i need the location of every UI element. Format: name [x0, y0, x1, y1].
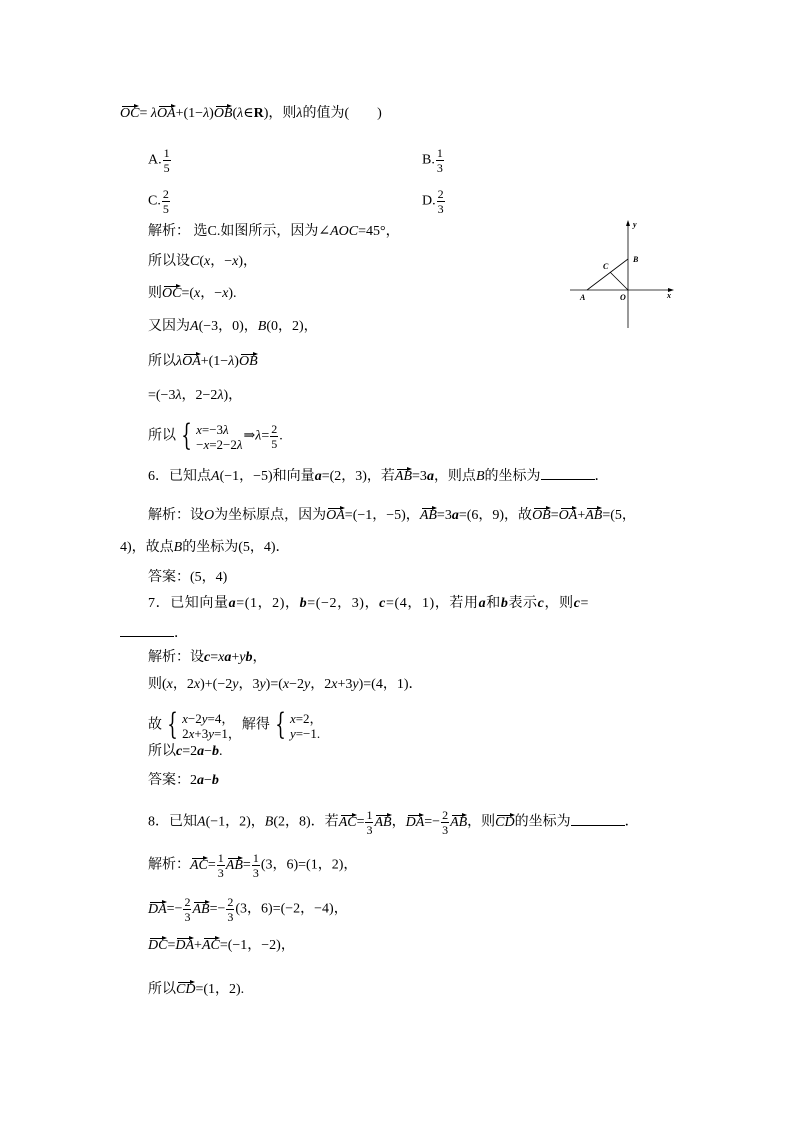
text-run: 表示 [508, 596, 538, 611]
text-run: 解析：设 [148, 650, 204, 665]
problem8-analysis-line-1 [148, 851, 358, 880]
text-run: =− [424, 814, 441, 830]
text-run: =2， [295, 710, 323, 726]
text-run: 所以设 [148, 254, 190, 269]
text-run: ， [391, 814, 406, 830]
vector-symbol: a [314, 469, 322, 484]
text-run: =3 [412, 469, 427, 484]
text-run: )+(−2 [200, 677, 233, 692]
math-variable: x [166, 677, 173, 692]
label-y: y [633, 220, 637, 229]
equation-row [196, 422, 242, 437]
vector-notation: AC [190, 856, 208, 876]
vector-notation: DA [406, 813, 425, 833]
problem7-analysis-line-4 [148, 742, 223, 762]
problem5-stem [120, 104, 382, 124]
fraction-numerator: 2 [227, 895, 234, 909]
text-run: 答案：2 [148, 773, 197, 788]
vector-symbol: a [426, 469, 434, 484]
fraction-denominator: 3 [442, 823, 449, 837]
text-run: ) [209, 106, 214, 121]
y-axis-arrow-icon [626, 220, 630, 226]
vector-symbol: a [478, 596, 487, 611]
text-run: 2 [182, 725, 189, 741]
vector-symbol: b [299, 596, 308, 611]
text-run: 故 [148, 717, 162, 733]
math-variable: B [173, 540, 183, 555]
brace-symbol [177, 421, 196, 452]
equation-row [182, 711, 241, 726]
math-variable: y [232, 677, 239, 692]
math-variable: y [208, 725, 214, 741]
text-run: − [204, 773, 212, 788]
math-variable: λ [217, 388, 224, 403]
math-variable: λ [237, 106, 244, 121]
vector-symbol: b [212, 744, 220, 759]
fraction [270, 423, 278, 450]
text-run: ． [624, 814, 639, 830]
vector-notation: OB [532, 506, 551, 526]
text-run: = [207, 857, 216, 873]
text-run: = [550, 508, 559, 523]
fraction-denominator: 5 [271, 437, 278, 451]
text-run: ) [234, 354, 239, 369]
fraction-numerator: 2 [184, 895, 191, 909]
text-run: ． [174, 626, 188, 641]
text-run: =1， [214, 725, 241, 741]
math-variable: λ [255, 428, 262, 444]
text-run: −2 [187, 710, 202, 726]
fraction-numerator: 1 [436, 146, 443, 160]
text-run: 的值为( ) [302, 106, 382, 121]
equation-system [177, 421, 243, 452]
math-variable: AOC [330, 224, 359, 239]
vector-notation: AB [585, 506, 602, 526]
vector-notation: AB [374, 813, 391, 833]
text-run: =(1，2)， [236, 596, 300, 611]
problem7-answer [148, 771, 219, 791]
fraction-numerator: 2 [437, 187, 444, 201]
text-run: +3 [194, 725, 209, 741]
math-variable: x [331, 677, 338, 692]
problem8-analysis-line-4 [148, 980, 244, 1000]
text-run: 则( [148, 677, 167, 692]
text-run: =−3 [201, 421, 224, 437]
text-run: =(2，3)，若 [321, 469, 395, 484]
vector-symbol: c [204, 650, 211, 665]
math-variable: A [190, 319, 199, 334]
text-run: +3 [337, 677, 353, 692]
fraction-denominator: 3 [252, 866, 259, 880]
vector-notation: AB [450, 813, 467, 833]
text-run: ，2 [172, 677, 194, 692]
text-run: ，3 [238, 677, 260, 692]
text-run: D. [422, 193, 436, 209]
math-variable: A [211, 469, 220, 484]
text-run: ，2−2 [181, 388, 218, 403]
equation-row [290, 726, 323, 741]
text-run: =(−1，−5)， [344, 508, 420, 523]
text-run: 的坐标为 [484, 469, 541, 484]
math-variable: λ [228, 354, 235, 369]
vector-notation: OA [157, 104, 176, 124]
text-run: =2 [182, 744, 198, 759]
math-variable: y [289, 725, 296, 741]
text-run: − [204, 744, 213, 759]
text-run: = [356, 814, 365, 830]
text-run: (2，8)．若 [273, 814, 339, 830]
math-variable: C [190, 254, 200, 269]
fraction-numerator: 1 [163, 146, 170, 160]
fraction [436, 147, 444, 174]
math-variable: x [193, 677, 201, 692]
problem6-analysis-line-1 [148, 506, 636, 526]
text-run: 的坐标为(5，4)． [182, 540, 290, 555]
text-run: ，则 [467, 814, 496, 830]
vector-notation: AB [395, 467, 412, 487]
vector-notation: DA [148, 900, 167, 920]
text-run: =− [166, 901, 183, 917]
fraction-numerator: 2 [162, 187, 169, 201]
math-variable: O [204, 508, 215, 523]
text-run: A. [148, 152, 162, 168]
math-variable: y [201, 710, 208, 726]
text-run: 则 [148, 286, 162, 301]
equation-lines [196, 422, 242, 452]
text-run: − [196, 436, 204, 452]
vector-notation: OB [239, 352, 258, 372]
text-run: =45°， [358, 224, 400, 239]
text-run: =(−3 [148, 388, 176, 403]
text-run: 所以 [148, 354, 176, 369]
text-run: =3 [436, 508, 452, 523]
problem6-answer [148, 568, 227, 588]
text-run: 答案：(5，4) [148, 570, 228, 585]
vector-notation: AC [339, 813, 357, 833]
math-variable: λ [236, 436, 243, 452]
problem5-analysis-line-3 [148, 284, 237, 304]
text-run: ∈ [243, 106, 254, 121]
fraction-numerator: 1 [252, 851, 259, 865]
text-run: =(1，2). [195, 982, 245, 997]
answer-blank [571, 812, 625, 826]
vector-symbol: a [197, 773, 204, 788]
vector-symbol: c [573, 596, 581, 611]
text-run: ( [232, 106, 238, 121]
fraction-numerator: 1 [217, 851, 224, 865]
math-variable: λ [175, 388, 182, 403]
text-run: ，− [200, 286, 223, 301]
problem5-analysis-line-6 [148, 386, 242, 406]
text-run: )=( [265, 677, 283, 692]
math-variable: λ [176, 354, 183, 369]
fraction-denominator: 3 [217, 866, 224, 880]
text-run: = [580, 596, 590, 611]
text-run: ， [252, 650, 267, 665]
math-variable: x [289, 710, 296, 726]
vector-notation: DC [148, 936, 167, 956]
problem5-analysis-line-2 [148, 252, 257, 272]
vector-notation: OA [326, 506, 345, 526]
fraction [441, 809, 449, 836]
vector-symbol: c [537, 596, 545, 611]
vector-notation: OC [120, 104, 139, 124]
text-run: =(−1，−2)， [219, 938, 295, 953]
vector-symbol: a [224, 650, 232, 665]
fraction [163, 147, 171, 174]
text-run: 4)，故点 [120, 540, 174, 555]
text-run: + [231, 650, 240, 665]
text-run: + [577, 508, 586, 523]
vector-notation: CD [495, 813, 514, 833]
math-variable: λ [203, 106, 210, 121]
text-run: . [279, 428, 283, 444]
text-run: 解析： [148, 857, 190, 873]
text-run: ，2 [310, 677, 332, 692]
text-run: 8．已知 [148, 814, 197, 830]
vector-notation: OB [214, 104, 233, 124]
text-run: 为坐标原点，因为 [214, 508, 327, 523]
problem7-stem-line-2 [120, 623, 188, 643]
equation-lines [182, 711, 241, 741]
brace-symbol [271, 710, 290, 741]
text-run: ，则点 [433, 469, 476, 484]
vector-symbol: c [379, 596, 386, 611]
math-variable: y [352, 677, 359, 692]
text-run: =(6，9)，故 [458, 508, 533, 523]
math-variable: y [259, 677, 266, 692]
text-run: (−3，0)， [198, 319, 258, 334]
fraction-numerator: 2 [442, 808, 449, 822]
text-run: B. [422, 152, 435, 168]
text-run: = [139, 106, 151, 121]
vector-symbol: a [197, 744, 205, 759]
label-c: C [603, 262, 609, 271]
text-run: 7．已知向量 [148, 596, 229, 611]
fraction-denominator: 3 [366, 823, 373, 837]
text-run: . [219, 744, 223, 759]
text-run: (0，2)， [266, 319, 318, 334]
vector-notation: OA [182, 352, 201, 372]
problem5-option-c [148, 187, 171, 216]
text-run: 解析：设 [148, 508, 204, 523]
problem5-analysis-line-4 [148, 317, 318, 337]
math-variable: B [475, 469, 485, 484]
problem5-option-d [422, 187, 446, 216]
text-run: ，则 [544, 596, 574, 611]
fraction [183, 896, 191, 923]
text-run: )， [223, 388, 243, 403]
equation-row [182, 726, 241, 741]
math-variable: λ [296, 106, 303, 121]
text-run: = [167, 938, 176, 953]
answer-blank [541, 466, 595, 480]
problem6-analysis-line-2 [120, 538, 290, 558]
text-run: −2 [289, 677, 305, 692]
vector-notation: AB [192, 900, 209, 920]
answer-blank [120, 623, 174, 637]
text-run: +(1− [175, 106, 204, 121]
problem5-option-a [148, 146, 172, 175]
problem8-analysis-line-2 [148, 895, 348, 924]
label-a: A [580, 293, 586, 302]
text-run: ． [594, 469, 609, 484]
math-variable: λ [223, 421, 229, 437]
set-symbol: R [253, 106, 264, 121]
math-variable: λ [150, 106, 157, 121]
text-run: 解析： 选C.如图所示，因为∠ [148, 224, 331, 239]
math-variable: y [304, 677, 311, 692]
problem5-analysis-line-7 [148, 421, 283, 452]
fraction-denominator: 3 [437, 202, 444, 216]
vector-notation: DA [175, 936, 194, 956]
math-variable: B [264, 814, 274, 830]
text-run: (−1，2)， [205, 814, 265, 830]
text-run: ( [199, 254, 205, 269]
problem5-analysis-line-1 [148, 222, 400, 242]
text-run: (−1，−5)和向量 [219, 469, 315, 484]
vector-symbol: a [451, 508, 459, 523]
vector-symbol: b [245, 650, 253, 665]
text-run: )，则 [263, 106, 297, 121]
text-run: ). [228, 286, 237, 301]
text-run: =2−2 [209, 436, 237, 452]
math-variable: x [232, 254, 239, 269]
fraction-denominator: 3 [227, 910, 234, 924]
fraction-numerator: 2 [271, 422, 278, 436]
vector-symbol: b [500, 596, 509, 611]
text-run: 所以 [148, 982, 176, 997]
text-run: =(−2，3)， [307, 596, 380, 611]
text-run: + [194, 938, 202, 953]
segment-oc [610, 272, 628, 290]
fraction-denominator: 5 [162, 202, 169, 216]
text-run: +(1− [200, 354, 229, 369]
vector-symbol: c [176, 744, 183, 759]
text-run: 的坐标为 [514, 814, 571, 830]
fraction-denominator: 5 [163, 161, 170, 175]
vector-notation: AB [226, 856, 243, 876]
text-run: 和 [486, 596, 501, 611]
vector-notation: AC [202, 936, 220, 956]
label-x: x [667, 291, 671, 300]
math-variable: x [204, 254, 211, 269]
text-run: )， [238, 254, 258, 269]
text-run: =4， [207, 710, 235, 726]
fraction [226, 896, 234, 923]
problem6-stem [148, 466, 609, 486]
text-run: = [242, 857, 251, 873]
text-run: 又因为 [148, 319, 190, 334]
fraction [162, 188, 170, 215]
text-run: 所以 [148, 428, 176, 444]
equation-row [290, 711, 323, 726]
text-run: =− [209, 901, 226, 917]
vector-notation: OA [559, 506, 578, 526]
text-run: = [261, 428, 270, 444]
equation-system [271, 710, 323, 741]
math-variable: x [196, 421, 202, 437]
text-run: =−1. [295, 725, 321, 741]
math-variable: x [282, 677, 290, 692]
vector-notation: OC [162, 284, 181, 304]
problem7-analysis-line-3 [148, 710, 324, 741]
text-run: (3，6)=(1，2)， [260, 857, 358, 873]
problem7-analysis-line-1 [148, 648, 266, 668]
math-variable: x [222, 286, 229, 301]
text-run: ⇒ [243, 428, 256, 444]
equation-lines [290, 711, 323, 741]
equation-system [163, 710, 241, 741]
problem5-analysis-line-5 [148, 352, 258, 372]
label-o: O [620, 293, 626, 302]
math-variable: y [239, 650, 246, 665]
text-run: ，− [210, 254, 233, 269]
coordinate-figure [565, 215, 680, 335]
fraction-numerator: 1 [366, 808, 373, 822]
text-run: 6．已知点 [148, 469, 211, 484]
fraction [252, 852, 260, 879]
math-variable: B [257, 319, 267, 334]
math-variable: x [218, 650, 225, 665]
vector-notation: AB [420, 506, 437, 526]
text-run: 所以 [148, 744, 176, 759]
text-run: 解得 [241, 717, 270, 733]
math-variable: A [197, 814, 206, 830]
problem8-analysis-line-3 [148, 936, 295, 956]
text-run: =( [181, 286, 195, 301]
label-b: B [633, 255, 639, 264]
math-variable: x [182, 710, 188, 726]
fraction-denominator: 3 [184, 910, 191, 924]
math-variable: x [188, 725, 195, 741]
text-run: (3，6)=(−2，−4)， [235, 901, 348, 917]
problem7-analysis-line-2 [148, 675, 422, 695]
text-run: =(5， [602, 508, 636, 523]
fraction [365, 809, 373, 836]
vector-symbol: b [211, 773, 219, 788]
problem5-option-b [422, 146, 445, 175]
vector-symbol: a [228, 596, 237, 611]
text-run: =(4，1)，若用 [386, 596, 479, 611]
equation-row [196, 437, 242, 452]
math-variable: x [194, 286, 201, 301]
text-run: )=(4，1)． [358, 677, 423, 692]
problem8-stem [148, 808, 639, 837]
text-run: C. [148, 193, 161, 209]
fraction [217, 852, 225, 879]
fraction-denominator: 3 [436, 161, 443, 175]
vector-notation: CD [176, 980, 195, 1000]
math-variable: x [203, 436, 210, 452]
fraction [437, 188, 445, 215]
brace-symbol [163, 710, 182, 741]
problem7-stem-line-1 [148, 594, 589, 614]
text-run: = [210, 650, 219, 665]
